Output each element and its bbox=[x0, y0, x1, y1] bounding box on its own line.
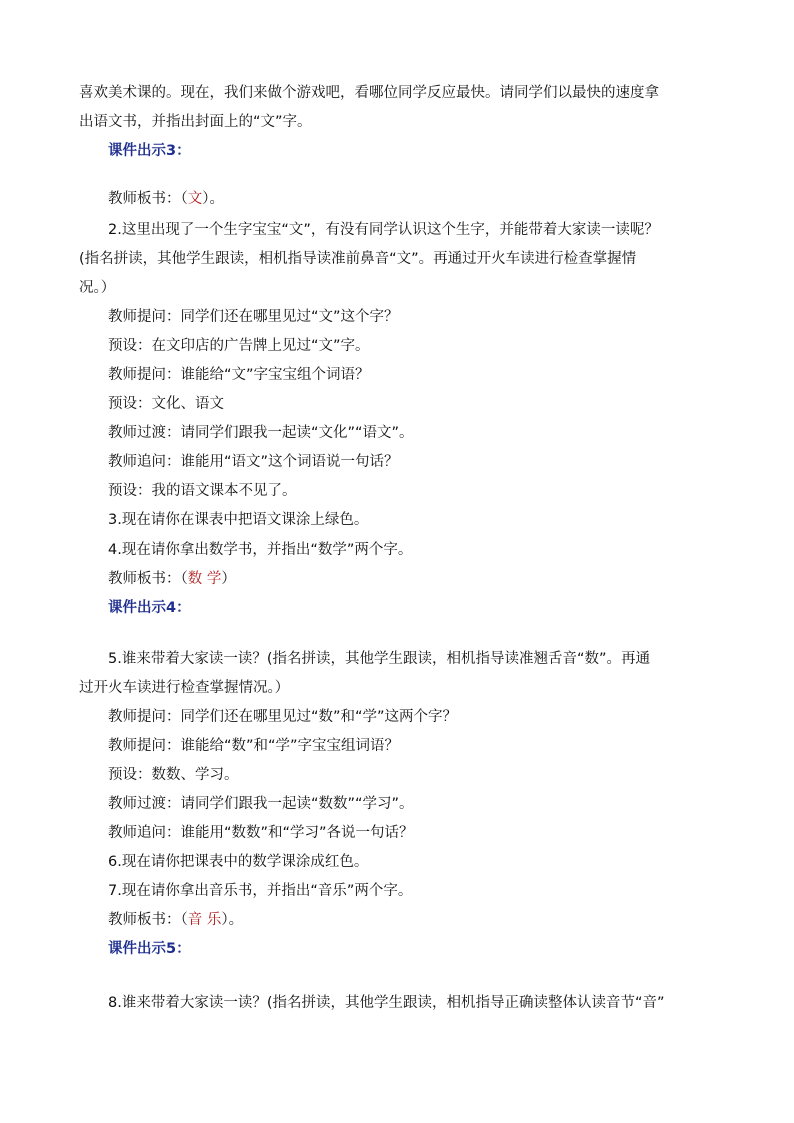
paragraph-line: 预设：文化、语文 bbox=[108, 396, 224, 412]
section-heading: 课件出示3： bbox=[108, 143, 191, 159]
paragraph-line: 预设：在文印店的广告牌上见过“文”字。 bbox=[108, 338, 370, 354]
paragraph-line: 3.现在请你在课表中把语文课涂上绿色。 bbox=[108, 512, 369, 528]
paragraph-line: 预设：数数、学习。 bbox=[108, 767, 239, 783]
board-prefix: 教师板书：（ bbox=[108, 191, 188, 207]
section-heading: 课件出示4： bbox=[108, 600, 191, 616]
paragraph-line: 教师追问：谁能用“数数”和“学习”各说一句话？ bbox=[108, 825, 414, 841]
board-prefix: 教师板书：（ bbox=[108, 571, 188, 587]
board-highlight: 文 bbox=[187, 191, 203, 207]
paragraph-line: 7.现在请你拿出音乐书，并指出“音乐”两个字。 bbox=[108, 883, 413, 899]
paragraph-line: 教师提问：同学们还在哪里见过“文”这个字？ bbox=[108, 309, 399, 325]
board-suffix: ）。 bbox=[202, 191, 224, 207]
paragraph-line: 教师提问：谁能给“数”和“学”字宝宝组词语？ bbox=[108, 738, 400, 754]
paragraph-line: 5.谁来带着大家读一读？(指名拼读，其他学生跟读，相机指导读准翘舌音“数”。再通 bbox=[108, 651, 651, 667]
paragraph-line: 喜欢美术课的。现在，我们来做个游戏吧，看哪位同学反应最快。请同学们以最快的速度拿 bbox=[79, 85, 659, 101]
board-prefix: 教师板书：（ bbox=[108, 912, 188, 928]
board-writing-line bbox=[108, 910, 243, 930]
paragraph-line: 况。） bbox=[79, 280, 116, 296]
paragraph-line: 2.这里出现了一个生字宝宝“文”，有没有同学认识这个生字，并能带着大家读一读呢？ bbox=[108, 222, 659, 238]
paragraph-line: 教师追问：谁能用“语文”这个词语说一句话？ bbox=[108, 454, 399, 470]
paragraph-line: 6.现在请你把课表中的数学课涂成红色。 bbox=[108, 854, 369, 870]
board-highlight: 音 乐 bbox=[187, 912, 222, 928]
paragraph-line: 4.现在请你拿出数学书，并指出“数学”两个字。 bbox=[108, 542, 413, 558]
board-writing-line bbox=[108, 569, 236, 589]
section-heading: 课件出示5： bbox=[108, 941, 191, 957]
paragraph-line: 8.谁来带着大家读一读？(指名拼读，其他学生跟读，相机指导正确读整体认读音节“音” bbox=[108, 995, 665, 1011]
paragraph-line: 过开火车读进行检查掌握情况。） bbox=[79, 680, 290, 696]
paragraph-line: 教师过渡：请同学们跟我一起读“数数”“学习”。 bbox=[108, 796, 414, 812]
paragraph-line: (指名拼读，其他学生跟读，相机指导读准前鼻音“文”。再通过开火车读进行检查掌握情 bbox=[79, 251, 637, 267]
paragraph-line: 教师提问：同学们还在哪里见过“数”和“学”这两个字？ bbox=[108, 709, 458, 725]
paragraph-line: 预设：我的语文课本不见了。 bbox=[108, 483, 297, 499]
board-writing-line bbox=[108, 189, 224, 209]
paragraph-line: 教师过渡：请同学们跟我一起读“文化”“语文”。 bbox=[108, 425, 414, 441]
board-suffix: ）。 bbox=[221, 912, 244, 928]
board-suffix: ） bbox=[221, 571, 236, 587]
paragraph-line: 出语文书，并指出封面上的“文”字。 bbox=[79, 114, 312, 130]
board-highlight: 数 学 bbox=[187, 571, 222, 587]
paragraph-line: 教师提问：谁能给“文”字宝宝组个词语？ bbox=[108, 367, 370, 383]
